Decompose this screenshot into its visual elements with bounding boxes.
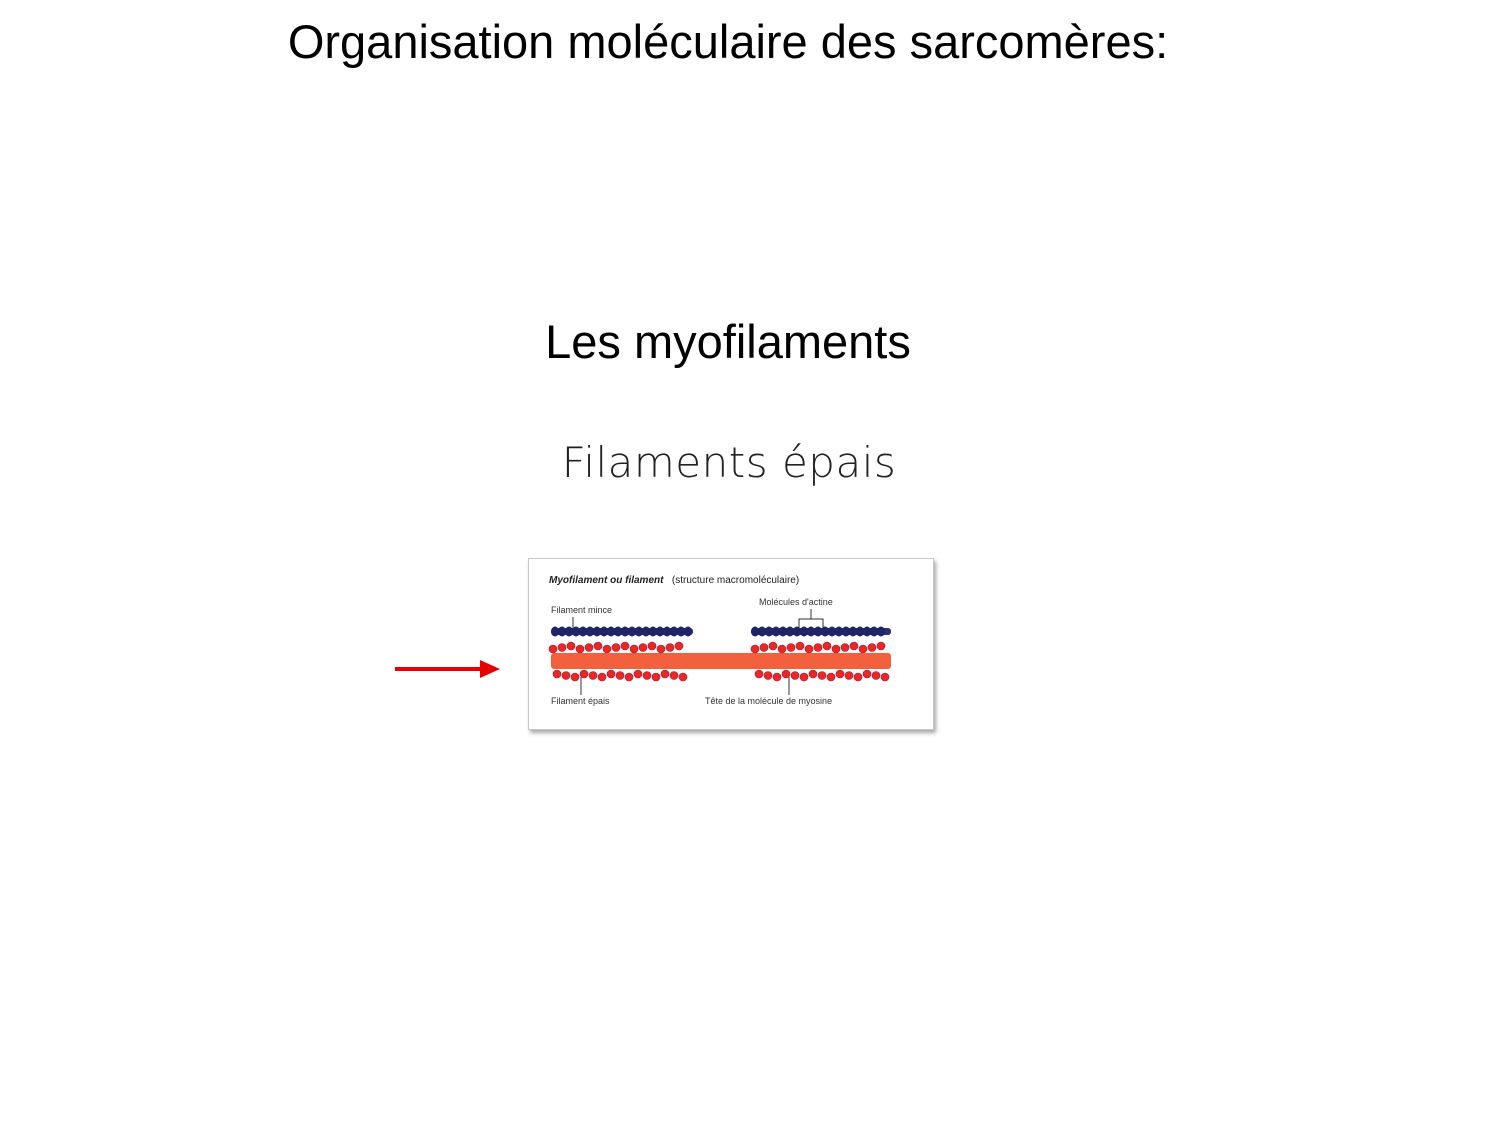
actin-bead: [621, 627, 629, 637]
myosin-head: [567, 642, 575, 650]
actin-bead: [877, 627, 885, 637]
myosin-head: [863, 670, 871, 678]
myosin-head: [760, 644, 768, 652]
actin-bead: [684, 627, 692, 637]
label-actin-molecules: Molécules d'actine: [759, 597, 833, 607]
myosin-head: [805, 645, 813, 653]
actin-bead: [828, 627, 836, 637]
myosin-head: [872, 672, 880, 680]
myosin-head: [809, 670, 817, 678]
actin-bead: [677, 627, 685, 637]
myosin-head: [639, 644, 647, 652]
myosin-head: [773, 673, 781, 681]
myosin-head: [800, 673, 808, 681]
figure-title-bold: Myofilament ou filament: [549, 575, 664, 586]
myosin-head: [755, 670, 763, 678]
myosin-head: [841, 644, 849, 652]
myosin-head: [661, 670, 669, 678]
actin-bead: [807, 627, 815, 637]
section-heading: Les myofilaments: [545, 315, 911, 368]
myosin-head: [652, 673, 660, 681]
slide-title: Organisation moléculaire des sarcomères:: [287, 15, 1169, 68]
myosin-head: [818, 672, 826, 680]
actin-bead: [565, 627, 573, 637]
myosin-head: [657, 645, 665, 653]
actin-bead: [628, 627, 636, 637]
myosin-head: [823, 642, 831, 650]
actin-bead: [600, 627, 608, 637]
myosin-head: [589, 672, 597, 680]
label-thick-filament: Filament épais: [551, 696, 610, 706]
myosin-head: [868, 644, 876, 652]
myosin-head: [764, 672, 772, 680]
myosin-head: [782, 670, 790, 678]
myosin-head: [769, 642, 777, 650]
myosin-head: [836, 670, 844, 678]
myosin-head: [549, 645, 557, 653]
actin-bead: [849, 627, 857, 637]
myosin-head: [854, 673, 862, 681]
myofilament-figure: [528, 558, 934, 730]
actin-bead: [800, 627, 808, 637]
myosin-head: [562, 672, 570, 680]
myosin-head: [616, 672, 624, 680]
actin-bead: [614, 627, 622, 637]
myosin-head: [845, 672, 853, 680]
actin-bead: [765, 627, 773, 637]
label-myosin-head: Tête de la molécule de myosine: [705, 696, 833, 706]
thin-filament-right: [751, 627, 891, 637]
myosin-head: [603, 645, 611, 653]
actin-bead: [758, 627, 766, 637]
actin-bead: [579, 627, 587, 637]
myofilament-diagram: [529, 559, 933, 729]
myosin-head: [881, 673, 889, 681]
actin-bead: [870, 627, 878, 637]
actin-bead: [856, 627, 864, 637]
label-thin-filament: Filament mince: [551, 605, 613, 615]
myosin-head: [877, 642, 885, 650]
myosin-head: [675, 642, 683, 650]
sub-heading: Filaments épais: [561, 438, 897, 487]
actin-bead: [593, 627, 601, 637]
actin-bead: [863, 627, 871, 637]
myosin-head: [630, 645, 638, 653]
actin-bead: [558, 627, 566, 637]
myosin-head: [787, 644, 795, 652]
myosin-head: [679, 673, 687, 681]
actin-bead: [786, 627, 794, 637]
myosin-head: [850, 642, 858, 650]
figure-title: [549, 570, 799, 587]
actin-bead: [551, 627, 559, 637]
actin-bead: [835, 627, 843, 637]
actin-bead: [656, 627, 664, 637]
myosin-head: [634, 670, 642, 678]
myosin-head: [791, 672, 799, 680]
myosin-head: [666, 644, 674, 652]
myosin-head: [558, 644, 566, 652]
actin-bead: [649, 627, 657, 637]
myosin-head: [643, 672, 651, 680]
myosin-head: [832, 645, 840, 653]
myosin-head: [648, 642, 656, 650]
myosin-head: [598, 673, 606, 681]
figure-title-normal: (structure macromoléculaire): [671, 575, 800, 586]
myosin-head: [621, 642, 629, 650]
myosin-head: [580, 670, 588, 678]
myosin-head: [827, 673, 835, 681]
myosin-head: [625, 673, 633, 681]
actin-bead: [572, 627, 580, 637]
myosin-head: [751, 645, 759, 653]
myosin-head: [859, 645, 867, 653]
actin-bead: [635, 627, 643, 637]
myosin-head: [594, 642, 602, 650]
actin-bead: [663, 627, 671, 637]
actin-bead: [814, 627, 822, 637]
myosin-head: [814, 644, 822, 652]
myosin-head: [778, 645, 786, 653]
actin-bead: [779, 627, 787, 637]
actin-bead: [642, 627, 650, 637]
myosin-head: [576, 645, 584, 653]
pointer-arrow: [392, 656, 504, 682]
actin-bead: [821, 627, 829, 637]
thin-filament-left: [551, 627, 693, 637]
myosin-head: [796, 642, 804, 650]
myosin-head: [607, 670, 615, 678]
myosin-head: [670, 672, 678, 680]
actin-bead: [751, 627, 759, 637]
actin-bead: [793, 627, 801, 637]
myosin-head: [612, 644, 620, 652]
thick-filament-backbone: [551, 653, 891, 669]
actin-bead: [670, 627, 678, 637]
actin-bead: [586, 627, 594, 637]
myosin-head: [553, 670, 561, 678]
actin-bead: [607, 627, 615, 637]
myosin-head: [585, 644, 593, 652]
actin-bead: [842, 627, 850, 637]
actin-bead: [772, 627, 780, 637]
myosin-head: [571, 673, 579, 681]
